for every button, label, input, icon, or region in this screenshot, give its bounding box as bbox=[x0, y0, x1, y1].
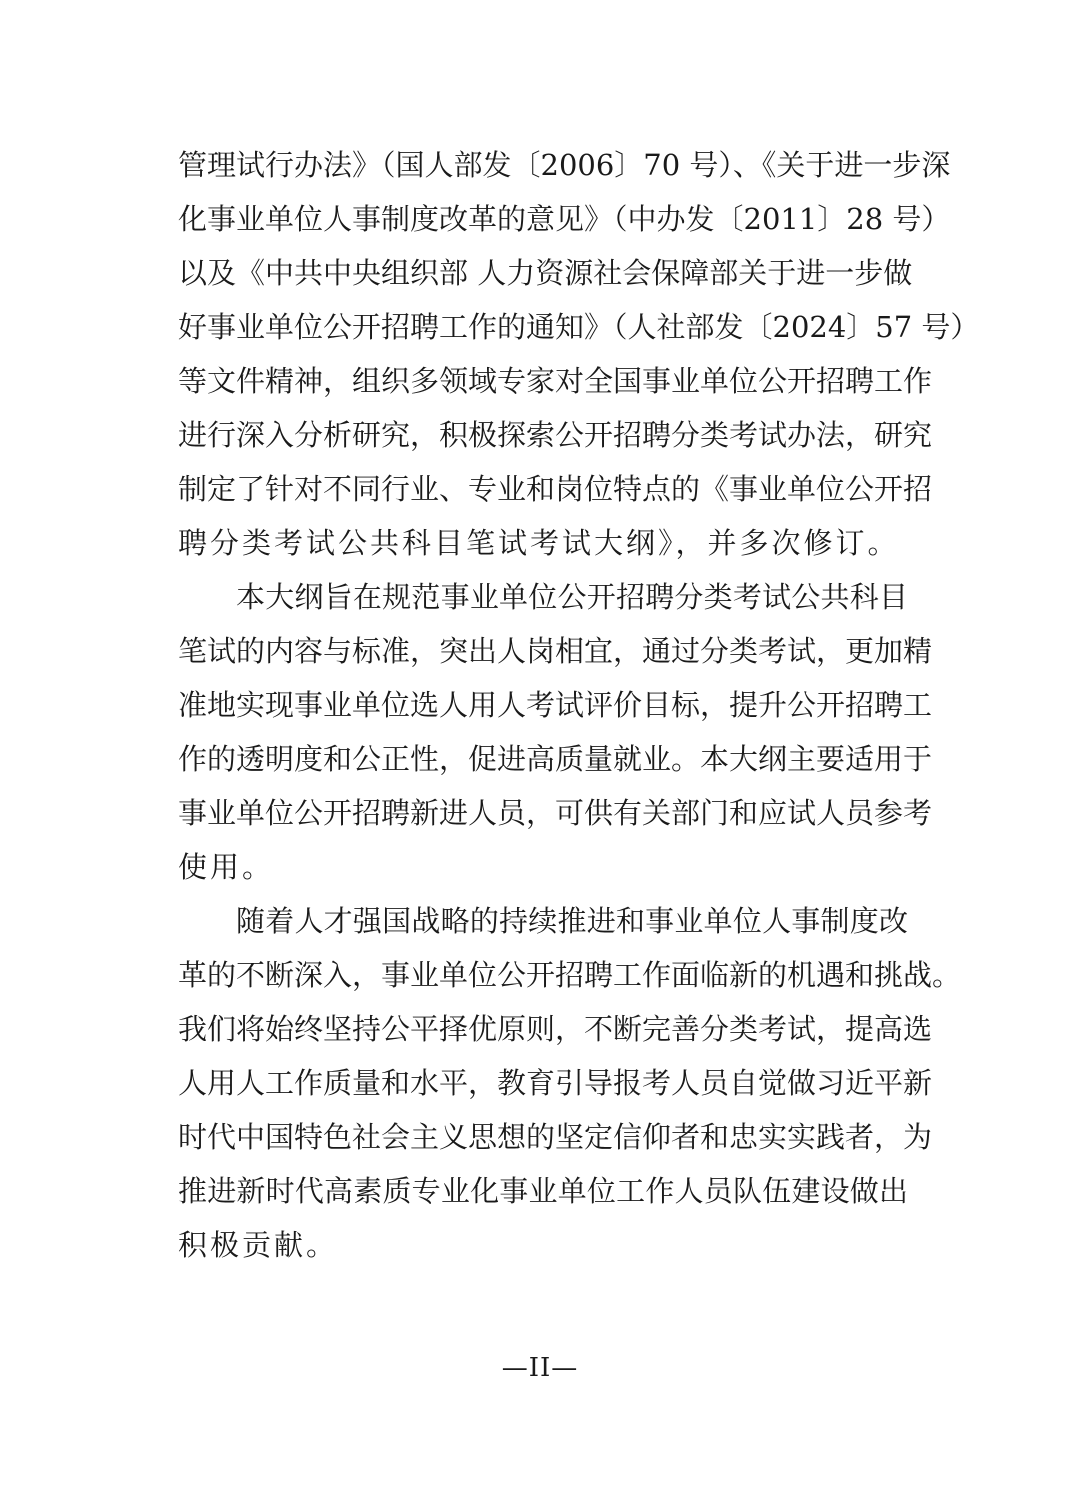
text-line: 时代中国特色社会主义思想的坚定信仰者和忠实实践者，为 bbox=[178, 1120, 933, 1154]
text-line: 聘分类考试公共科目笔试考试大纲》，并多次修订。 bbox=[178, 526, 900, 560]
text-line: 笔试的内容与标准，突出人岗相宜，通过分类考试，更加精 bbox=[178, 634, 933, 668]
text-line: 本大纲旨在规范事业单位公开招聘分类考试公共科目 bbox=[236, 580, 908, 614]
text-line: 等文件精神，组织多领域专家对全国事业单位公开招聘工作 bbox=[178, 364, 933, 398]
paragraph-3 bbox=[178, 894, 962, 1272]
text-line: 事业单位公开招聘新进人员，可供有关部门和应试人员参考 bbox=[178, 796, 933, 830]
text-line: 革的不断深入，事业单位公开招聘工作面临新的机遇和挑战。 bbox=[178, 958, 962, 992]
text-line: 管理试行办法》（国人部发〔2006〕70 号）、《关于进一步深 bbox=[178, 148, 951, 182]
text-line: 进行深入分析研究，积极探索公开招聘分类考试办法，研究 bbox=[178, 418, 933, 452]
text-line: 人用人工作质量和水平，教育引导报考人员自觉做习近平新 bbox=[178, 1066, 933, 1100]
text-line: 作的透明度和公正性，促进高质量就业。本大纲主要适用于 bbox=[178, 742, 933, 776]
text-line: 使用。 bbox=[178, 850, 275, 884]
text-line: 随着人才强国战略的持续推进和事业单位人事制度改 bbox=[236, 904, 908, 938]
text-line: 积极贡献。 bbox=[178, 1228, 339, 1262]
text-line: 以及《中共中央组织部 人力资源社会保障部关于进一步做 bbox=[178, 256, 913, 290]
text-line: 我们将始终坚持公平择优原则，不断完善分类考试，提高选 bbox=[178, 1012, 933, 1046]
page-number: —II— bbox=[501, 1353, 579, 1383]
text-line: 好事业单位公开招聘工作的通知》（人社部发〔2024〕57 号） bbox=[178, 310, 980, 344]
body-text bbox=[178, 138, 980, 1272]
text-line: 制定了针对不同行业、专业和岗位特点的《事业单位公开招 bbox=[178, 472, 933, 506]
paragraph-1 bbox=[178, 138, 980, 570]
text-line: 准地实现事业单位选人用人考试评价目标，提升公开招聘工 bbox=[178, 688, 933, 722]
text-line: 化事业单位人事制度改革的意见》（中办发〔2011〕28 号） bbox=[178, 202, 951, 236]
text-line: 推进新时代高素质专业化事业单位工作人员队伍建设做出 bbox=[178, 1174, 908, 1208]
paragraph-2 bbox=[178, 570, 933, 894]
